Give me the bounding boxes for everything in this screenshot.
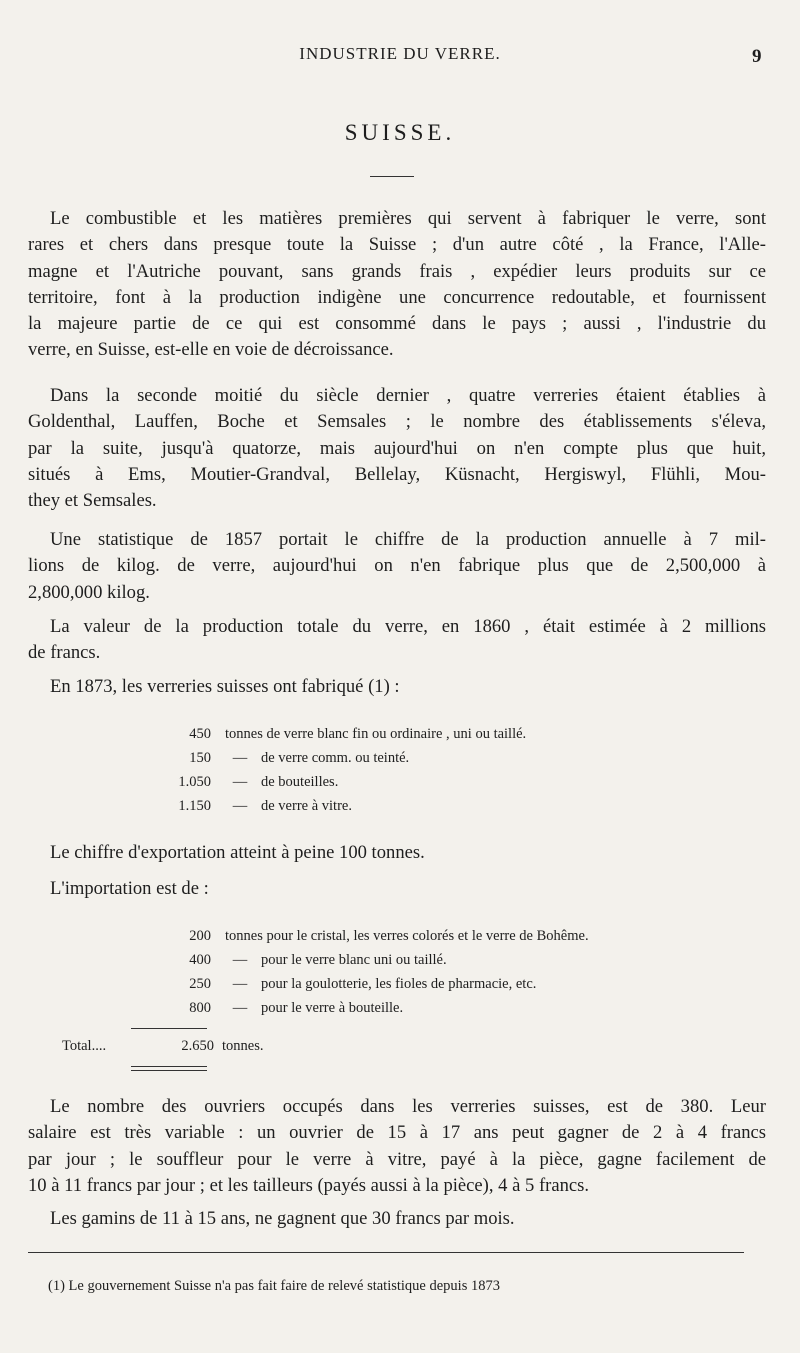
running-head: INDUSTRIE DU VERRE. (299, 44, 501, 63)
ditto-dash: — (232, 1000, 248, 1016)
quantity-cell: 1.050 (178, 774, 211, 790)
import-table (175, 924, 589, 1020)
description-cell: de verre comm. ou teinté. (261, 750, 410, 766)
title-rule (370, 176, 414, 177)
paragraph-7 (28, 876, 766, 902)
text-line: Les gamins de 11 à 15 ans, ne gagnent que 30 francs par mois. (50, 1208, 515, 1229)
paragraph-3 (28, 527, 766, 606)
paragraph-5 (28, 674, 766, 700)
footnote: (1) Le gouvernement Suisse n'a pas fait faire de relevé statistique depuis 1873 (48, 1278, 500, 1294)
ditto-dash: — (232, 798, 248, 814)
text-line: La valeur de la production totale du verre, en 1860 , était estimée à 2 millions (50, 616, 766, 637)
quantity-cell: 1.150 (178, 798, 211, 814)
text-line: L'importation est de : (50, 878, 209, 899)
text-line: par la suite, jusqu'à quatorze, mais aujourd'hui on n'en compte plus que huit, (28, 437, 766, 459)
text-line: situés à Ems, Moutier-Grandval, Bellelay, Küsnacht, Hergiswyl, Flühli, Mou- (28, 463, 766, 485)
total-value: 2.650 (181, 1038, 214, 1054)
total-rule (131, 1028, 207, 1029)
ditto-dash: — (232, 952, 248, 968)
text-line: En 1873, les verreries suisses ont fabriqué (1) : (50, 676, 400, 697)
table-row (175, 746, 526, 770)
text-line: Dans la seconde moitié du siècle dernier , quatre verreries étaient établies à (50, 385, 766, 406)
text-line: Le chiffre d'exportation atteint à peine 100 tonnes. (50, 842, 425, 863)
text-line: Goldenthal, Lauffen, Boche et Semsales ; le nombre des établissements s'éleva, (28, 411, 766, 433)
description-cell: de bouteilles. (261, 774, 339, 790)
table-row (175, 996, 589, 1020)
ditto-dash: — (232, 750, 248, 766)
ditto-dash: — (232, 774, 248, 790)
paragraph-1 (28, 206, 766, 364)
quantity-cell: 250 (189, 976, 211, 992)
description-cell: tonnes pour le cristal, les verres colorés et le verre de Bohême. (225, 928, 589, 944)
paragraph-2 (28, 383, 766, 514)
quantity-cell: 200 (189, 928, 211, 944)
footnote-rule (28, 1252, 744, 1253)
quantity-cell: 400 (189, 952, 211, 968)
page-number: 9 (752, 46, 762, 67)
quantity-cell: 800 (189, 1000, 211, 1016)
table-row (175, 948, 589, 972)
text-line: la majeure partie de ce qui est consommé dans le pays ; aussi , l'industrie du (28, 313, 766, 335)
production-table (175, 722, 526, 818)
description-cell: pour la goulotterie, les fioles de pharmacie, etc. (261, 976, 537, 992)
text-line: Le nombre des ouvriers occupés dans les verreries suisses, est de 380. Leur (50, 1096, 766, 1117)
table-row (175, 722, 526, 746)
description-cell: pour le verre à bouteille. (261, 1000, 404, 1016)
table-row (175, 972, 589, 996)
description-cell: pour le verre blanc uni ou taillé. (261, 952, 447, 968)
text-line: 2,800,000 kilog. (28, 581, 150, 603)
section-title: SUISSE. (344, 120, 456, 145)
text-line: par jour ; le souffleur pour le verre à vitre, payé à la pièce, gagne facilement de (28, 1148, 766, 1170)
paragraph-8 (28, 1094, 766, 1199)
paragraph-9 (28, 1206, 766, 1232)
paragraph-4 (28, 614, 766, 667)
total-unit: tonnes. (222, 1038, 264, 1054)
total-double-rule-lower (131, 1070, 207, 1071)
description-cell: de verre à vitre. (261, 798, 352, 814)
total-label: Total.... (62, 1038, 107, 1054)
text-line: they et Semsales. (28, 490, 157, 512)
ditto-dash: — (232, 976, 248, 992)
quantity-cell: 450 (189, 726, 211, 742)
import-total (62, 1038, 263, 1055)
table-row (175, 794, 526, 818)
text-line: salaire est très variable : un ouvrier de 15 à 17 ans peut gagner de 2 à 4 francs (28, 1122, 766, 1144)
text-line: verre, en Suisse, est-elle en voie de décroissance. (28, 339, 394, 361)
text-line: rares et chers dans presque toute la Suisse ; d'un autre côté , la France, l'Alle- (28, 234, 766, 256)
quantity-cell: 150 (189, 750, 211, 766)
text-line: lions de kilog. de verre, aujourd'hui on n'en fabrique plus que de 2,500,000 à (28, 555, 766, 577)
text-line: Une statistique de 1857 portait le chiffre de la production annuelle à 7 mil- (50, 529, 766, 550)
text-line: 10 à 11 francs par jour ; et les tailleurs (payés aussi à la pièce), 4 à 5 francs. (28, 1174, 590, 1196)
text-line: territoire, font à la production indigène une concurrence redoutable, et fournissent (28, 286, 766, 308)
table-row (175, 924, 589, 948)
total-double-rule (131, 1066, 207, 1067)
description-cell: tonnes de verre blanc fin ou ordinaire , uni ou taillé. (225, 726, 527, 742)
paragraph-6 (28, 840, 766, 866)
text-line: de francs. (28, 642, 101, 664)
text-line: Le combustible et les matières premières qui servent à fabriquer le verre, sont (50, 208, 766, 229)
table-row (175, 770, 526, 794)
text-line: magne et l'Autriche pouvant, sans grands frais , expédier leurs produits sur ce (28, 260, 766, 282)
